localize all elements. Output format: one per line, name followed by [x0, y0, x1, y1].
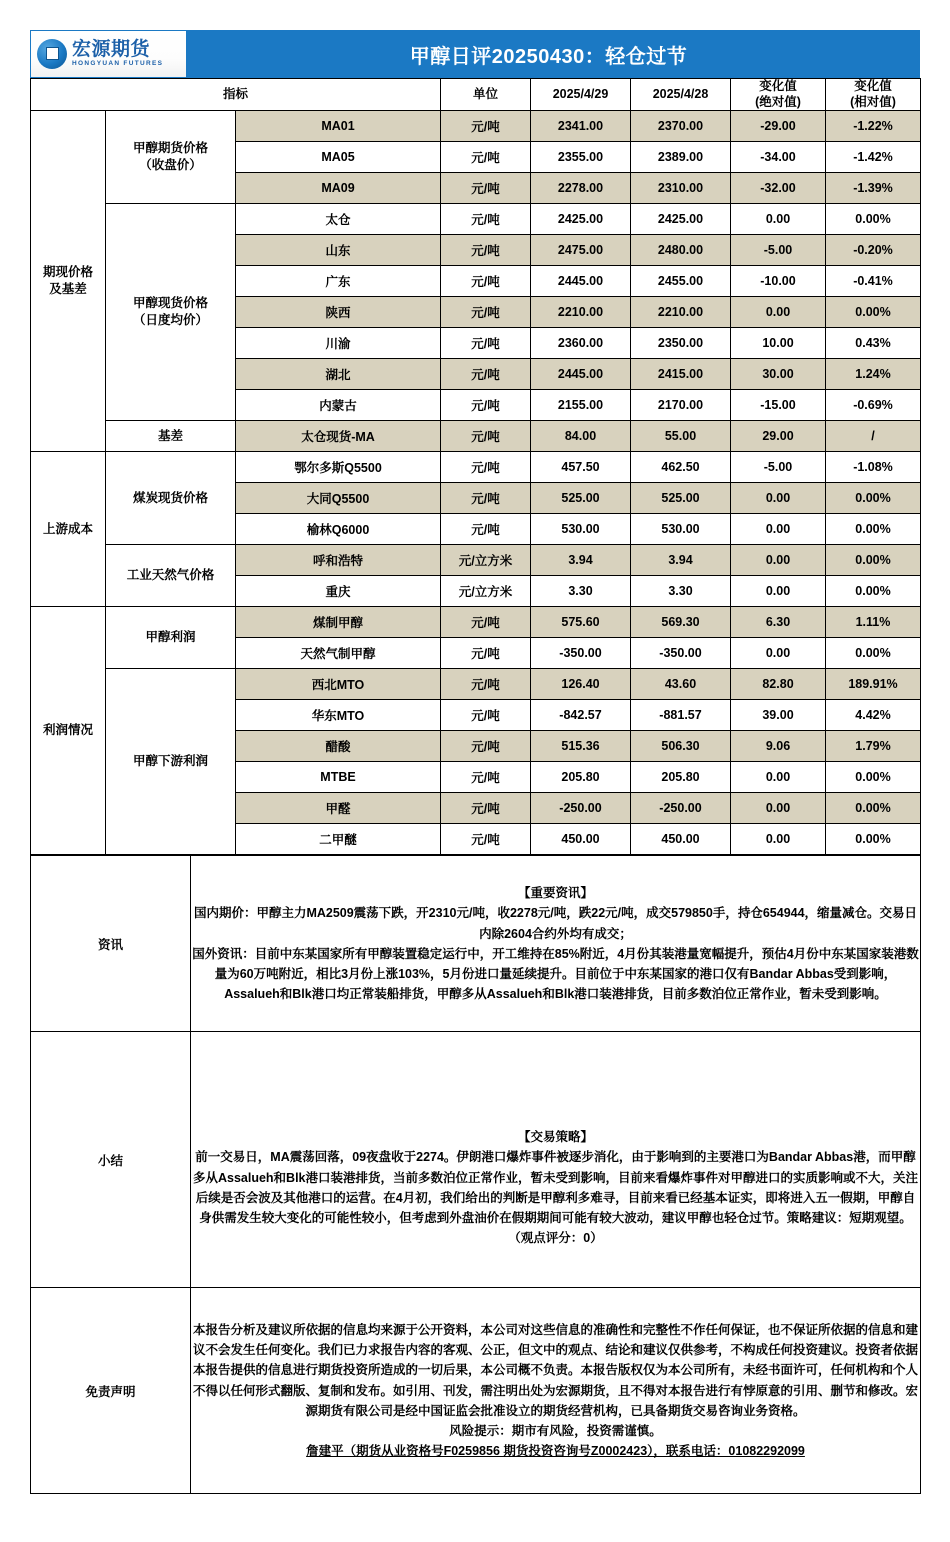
row-value-date-2: 3.30 [631, 576, 731, 607]
row-value-date-1: 2425.00 [531, 204, 631, 235]
hongyuan-circle-logo-icon [37, 39, 67, 69]
row-item-name: 重庆 [236, 576, 441, 607]
row-value-date-1: 2355.00 [531, 142, 631, 173]
row-item-name: 呼和浩特 [236, 545, 441, 576]
col-header-indicator: 指标 [31, 79, 441, 111]
row-value-date-1: 2341.00 [531, 111, 631, 142]
table-header [31, 79, 921, 111]
table-row [31, 204, 921, 235]
row-change-abs: 0.00 [731, 576, 826, 607]
row-item-name: 二甲醚 [236, 824, 441, 855]
row-change-abs: 0.00 [731, 297, 826, 328]
table-body [31, 111, 921, 855]
row-change-abs: -5.00 [731, 452, 826, 483]
disclaimer-row [31, 1288, 921, 1494]
row-change-rel: -1.42% [826, 142, 921, 173]
row-value-date-1: 126.40 [531, 669, 631, 700]
row-unit: 元/吨 [441, 607, 531, 638]
table-header-row [31, 79, 921, 111]
row-unit: 元/吨 [441, 700, 531, 731]
row-value-date-1: 2210.00 [531, 297, 631, 328]
news-heading: 【重要资讯】 [517, 886, 593, 900]
row-unit: 元/吨 [441, 328, 531, 359]
row-item-name: 太仓现货-MA [236, 421, 441, 452]
news-row [31, 856, 921, 1032]
row-unit: 元/吨 [441, 731, 531, 762]
row-value-date-2: 2415.00 [631, 359, 731, 390]
col-header-date-1: 2025/4/29 [531, 79, 631, 111]
row-change-rel: 0.00% [826, 545, 921, 576]
group-label-line1: 甲醇下游利润 [132, 754, 208, 769]
row-value-date-1: -350.00 [531, 638, 631, 669]
row-value-date-2: 569.30 [631, 607, 731, 638]
news-paragraph-1: 国内期价：甲醇主力MA2509震荡下跌，开2310元/吨，收2278元/吨，跌22元/吨，成交579850手，持仓654944，缩量减仓。交易日内除2604合约外均有成交； [193, 906, 918, 941]
row-change-abs: 29.00 [731, 421, 826, 452]
row-value-date-2: 2480.00 [631, 235, 731, 266]
category-cell [31, 607, 106, 855]
row-value-date-2: 506.30 [631, 731, 731, 762]
row-value-date-2: 3.94 [631, 545, 731, 576]
row-value-date-2: 205.80 [631, 762, 731, 793]
row-value-date-1: 2278.00 [531, 173, 631, 204]
row-change-abs: 39.00 [731, 700, 826, 731]
summary-paragraph-1: 前一交易日，MA震荡回落，09夜盘收于2274。伊朗港口爆炸事件被逐步消化，由于影响到的主要港口为Bandar Abbas港，而甲醇多从Assalueh和Blk港口装港排货，当前多数泊位正常作业，暂未受到影响，目前来看爆炸事件对甲醇进口的实质影响或不大，关注后续是否会波及其他港口的运营。在4月初，我们给出的判断是甲醇利多难寻，目前来看已经基本证实，即将进入五一假期，甲醇自身供需发生较大变化的可能性较小，但考虑到外盘油价在假期期间可能有较大波动，建议甲醇也轻仓过节。策略建议：短期观望。（观点评分：0） [192, 1150, 919, 1246]
row-item-name: 醋酸 [236, 731, 441, 762]
col-header-change-rel [826, 79, 921, 111]
brand-logo [31, 31, 186, 77]
row-value-date-1: 2475.00 [531, 235, 631, 266]
row-value-date-2: 2350.00 [631, 328, 731, 359]
row-item-name: MTBE [236, 762, 441, 793]
row-item-name: 西北MTO [236, 669, 441, 700]
row-value-date-1: -842.57 [531, 700, 631, 731]
row-change-abs: -15.00 [731, 390, 826, 421]
indicator-table [30, 78, 921, 855]
table-row [31, 421, 921, 452]
summary-body [191, 1032, 921, 1288]
summary-row [31, 1032, 921, 1288]
category-label-line1: 利润情况 [42, 723, 93, 738]
group-label-line1: 甲醇现货价格 [132, 296, 208, 311]
report-container [30, 30, 920, 1494]
row-change-abs: -29.00 [731, 111, 826, 142]
row-value-date-1: 3.30 [531, 576, 631, 607]
row-change-rel: 0.00% [826, 514, 921, 545]
row-unit: 元/吨 [441, 111, 531, 142]
row-change-rel: 0.00% [826, 824, 921, 855]
row-change-rel: / [826, 421, 921, 452]
report-title-bar [30, 30, 920, 78]
disclaimer-paragraph-2: 风险提示：期市有风险，投资需谨慎。 [449, 1424, 662, 1439]
group-cell [106, 421, 236, 452]
brand-logo-text [72, 40, 163, 68]
row-unit: 元/吨 [441, 142, 531, 173]
row-change-abs: 9.06 [731, 731, 826, 762]
group-cell [106, 111, 236, 204]
row-change-abs: -10.00 [731, 266, 826, 297]
row-value-date-2: 2310.00 [631, 173, 731, 204]
row-change-rel: 1.24% [826, 359, 921, 390]
row-item-name: MA05 [236, 142, 441, 173]
row-change-abs: 0.00 [731, 514, 826, 545]
row-value-date-2: 2170.00 [631, 390, 731, 421]
row-change-rel: -0.20% [826, 235, 921, 266]
row-value-date-2: 43.60 [631, 669, 731, 700]
row-unit: 元/吨 [441, 483, 531, 514]
table-row [31, 607, 921, 638]
category-label-line2: 及基差 [49, 282, 87, 297]
group-cell [106, 452, 236, 545]
row-change-abs: -5.00 [731, 235, 826, 266]
row-change-abs: 0.00 [731, 638, 826, 669]
row-value-date-2: 525.00 [631, 483, 731, 514]
summary-heading: 【交易策略】 [517, 1130, 593, 1144]
row-change-abs: 0.00 [731, 824, 826, 855]
row-value-date-2: 2370.00 [631, 111, 731, 142]
row-value-date-2: 2455.00 [631, 266, 731, 297]
group-label-line1: 甲醇期货价格 [132, 141, 208, 156]
row-change-rel: 0.00% [826, 483, 921, 514]
row-change-rel: 4.42% [826, 700, 921, 731]
col-header-change-rel-line1: 变化值 [854, 79, 892, 93]
group-label-line1: 基差 [157, 428, 183, 443]
row-change-abs: 10.00 [731, 328, 826, 359]
col-header-date-2: 2025/4/28 [631, 79, 731, 111]
disclaimer-contact: 詹建平（期货从业资格号F0259856 期货投资咨询号Z0002423），联系电话：01082292099 [306, 1444, 805, 1459]
row-value-date-1: 3.94 [531, 545, 631, 576]
row-item-name: 大同Q5500 [236, 483, 441, 514]
row-item-name: MA09 [236, 173, 441, 204]
table-row [31, 669, 921, 700]
row-change-rel: 0.00% [826, 297, 921, 328]
row-unit: 元/吨 [441, 173, 531, 204]
row-value-date-1: 2445.00 [531, 359, 631, 390]
row-value-date-2: -881.57 [631, 700, 731, 731]
disclaimer-label: 免责声明 [31, 1288, 191, 1494]
row-unit: 元/吨 [441, 421, 531, 452]
row-change-rel: -1.22% [826, 111, 921, 142]
row-unit: 元/吨 [441, 297, 531, 328]
row-value-date-1: 2360.00 [531, 328, 631, 359]
row-change-abs: 6.30 [731, 607, 826, 638]
row-change-rel: 189.91% [826, 669, 921, 700]
row-value-date-2: 2210.00 [631, 297, 731, 328]
group-label-line1: 甲醇利润 [145, 630, 196, 645]
news-body [191, 856, 921, 1032]
news-label: 资讯 [31, 856, 191, 1032]
row-change-rel: -0.41% [826, 266, 921, 297]
row-unit: 元/吨 [441, 359, 531, 390]
row-value-date-1: 2155.00 [531, 390, 631, 421]
category-cell [31, 111, 106, 452]
row-change-abs: 0.00 [731, 545, 826, 576]
row-item-name: 山东 [236, 235, 441, 266]
row-unit: 元/吨 [441, 514, 531, 545]
category-label-line1: 上游成本 [42, 521, 93, 536]
col-header-change-rel-line2: (相对值) [850, 94, 896, 109]
row-unit: 元/吨 [441, 824, 531, 855]
row-value-date-2: -250.00 [631, 793, 731, 824]
row-value-date-2: -350.00 [631, 638, 731, 669]
row-change-abs: -34.00 [731, 142, 826, 173]
row-change-abs: 30.00 [731, 359, 826, 390]
row-change-rel: 0.00% [826, 204, 921, 235]
disclaimer-paragraph-1: 本报告分析及建议所依据的信息均来源于公开资料，本公司对这些信息的准确性和完整性不作任何保证，也不保证所依据的信息和建议不会发生任何变化。我们已力求报告内容的客观、公正，但文中的观点、结论和建议仅供参考，不构成任何投资建议。投资者依据本报告提供的信息进行期货投资所造成的一切后果，本公司概不负责。本报告版权仅为本公司所有，未经书面许可，任何机构和个人不得以任何形式翻版、复制和发布。如引用、刊发，需注明出处为宏源期货，且不得对本报告进行有悖原意的引用、删节和修改。宏源期货有限公司是经中国证监会批准设立的期货经营机构，已具备期货交易咨询业务资格。 [192, 1322, 918, 1418]
row-item-name: 川渝 [236, 328, 441, 359]
row-item-name: 湖北 [236, 359, 441, 390]
row-unit: 元/吨 [441, 452, 531, 483]
row-value-date-1: 575.60 [531, 607, 631, 638]
row-change-rel: -0.69% [826, 390, 921, 421]
table-row [31, 452, 921, 483]
page-title: 甲醇日评20250430：轻仓过节 [409, 45, 688, 68]
brand-name-en: HONGYUAN FUTURES [72, 60, 164, 68]
row-item-name: MA01 [236, 111, 441, 142]
disclaimer-body [191, 1288, 921, 1494]
col-header-change-abs-line1: 变化值 [759, 79, 797, 93]
row-item-name: 华东MTO [236, 700, 441, 731]
row-change-abs: 0.00 [731, 762, 826, 793]
row-value-date-1: 530.00 [531, 514, 631, 545]
row-unit: 元/立方米 [441, 576, 531, 607]
row-change-rel: -1.39% [826, 173, 921, 204]
col-header-unit: 单位 [441, 79, 531, 111]
row-item-name: 甲醛 [236, 793, 441, 824]
row-item-name: 鄂尔多斯Q5500 [236, 452, 441, 483]
row-change-rel: 0.00% [826, 638, 921, 669]
row-value-date-1: 457.50 [531, 452, 631, 483]
narrative-table [30, 855, 921, 1494]
col-header-change-abs-line2: (绝对值) [755, 94, 801, 109]
row-change-abs: 0.00 [731, 204, 826, 235]
row-change-rel: 0.00% [826, 576, 921, 607]
row-unit: 元/吨 [441, 638, 531, 669]
row-item-name: 天然气制甲醇 [236, 638, 441, 669]
row-item-name: 煤制甲醇 [236, 607, 441, 638]
group-cell [106, 607, 236, 669]
category-cell [31, 452, 106, 607]
row-item-name: 太仓 [236, 204, 441, 235]
row-value-date-2: 55.00 [631, 421, 731, 452]
row-unit: 元/吨 [441, 235, 531, 266]
row-unit: 元/吨 [441, 793, 531, 824]
row-item-name: 陕西 [236, 297, 441, 328]
row-change-abs: 0.00 [731, 793, 826, 824]
row-value-date-1: 205.80 [531, 762, 631, 793]
col-header-change-abs [731, 79, 826, 111]
row-unit: 元/吨 [441, 204, 531, 235]
row-change-rel: 1.11% [826, 607, 921, 638]
row-change-rel: -1.08% [826, 452, 921, 483]
row-value-date-1: 525.00 [531, 483, 631, 514]
row-value-date-1: -250.00 [531, 793, 631, 824]
group-cell [106, 545, 236, 607]
row-value-date-1: 2445.00 [531, 266, 631, 297]
brand-name-cn: 宏源期货 [72, 39, 151, 61]
table-row [31, 111, 921, 142]
group-label-line1: 煤炭现货价格 [132, 490, 208, 505]
row-value-date-1: 450.00 [531, 824, 631, 855]
row-unit: 元/立方米 [441, 545, 531, 576]
news-paragraph-2: 国外资讯：目前中东某国家所有甲醇装置稳定运行中，开工维持在85%附近，4月份其装港量宽幅提升，预估4月份中东某国家装港数量为60万吨附近，相比3月份上涨103%，5月份进口量延续提升。目前位于中东某国家的港口仅有Bandar Abbas受到影响，Assalueh和Blk港口均正常装船排货，甲醇多从Assalueh和Blk港口装港排货，目前多数泊位正常作业，暂未受到影响。 [192, 946, 919, 1002]
row-value-date-2: 450.00 [631, 824, 731, 855]
row-change-abs: 0.00 [731, 483, 826, 514]
row-value-date-1: 84.00 [531, 421, 631, 452]
row-item-name: 榆林Q6000 [236, 514, 441, 545]
summary-label: 小结 [31, 1032, 191, 1288]
row-change-rel: 0.00% [826, 793, 921, 824]
group-label-line1: 工业天然气价格 [126, 568, 215, 583]
row-value-date-2: 2389.00 [631, 142, 731, 173]
row-unit: 元/吨 [441, 669, 531, 700]
row-change-rel: 0.00% [826, 762, 921, 793]
row-value-date-1: 515.36 [531, 731, 631, 762]
row-change-rel: 1.79% [826, 731, 921, 762]
row-item-name: 广东 [236, 266, 441, 297]
row-unit: 元/吨 [441, 390, 531, 421]
group-cell [106, 204, 236, 421]
row-unit: 元/吨 [441, 762, 531, 793]
row-value-date-2: 530.00 [631, 514, 731, 545]
row-unit: 元/吨 [441, 266, 531, 297]
row-value-date-2: 2425.00 [631, 204, 731, 235]
row-change-rel: 0.43% [826, 328, 921, 359]
category-label-line1: 期现价格 [42, 265, 93, 280]
group-label-line2: （收盘价） [139, 158, 202, 173]
group-label-line2: （日度均价） [132, 313, 208, 328]
row-item-name: 内蒙古 [236, 390, 441, 421]
group-cell [106, 669, 236, 855]
row-change-abs: 82.80 [731, 669, 826, 700]
row-change-abs: -32.00 [731, 173, 826, 204]
table-row [31, 545, 921, 576]
row-value-date-2: 462.50 [631, 452, 731, 483]
